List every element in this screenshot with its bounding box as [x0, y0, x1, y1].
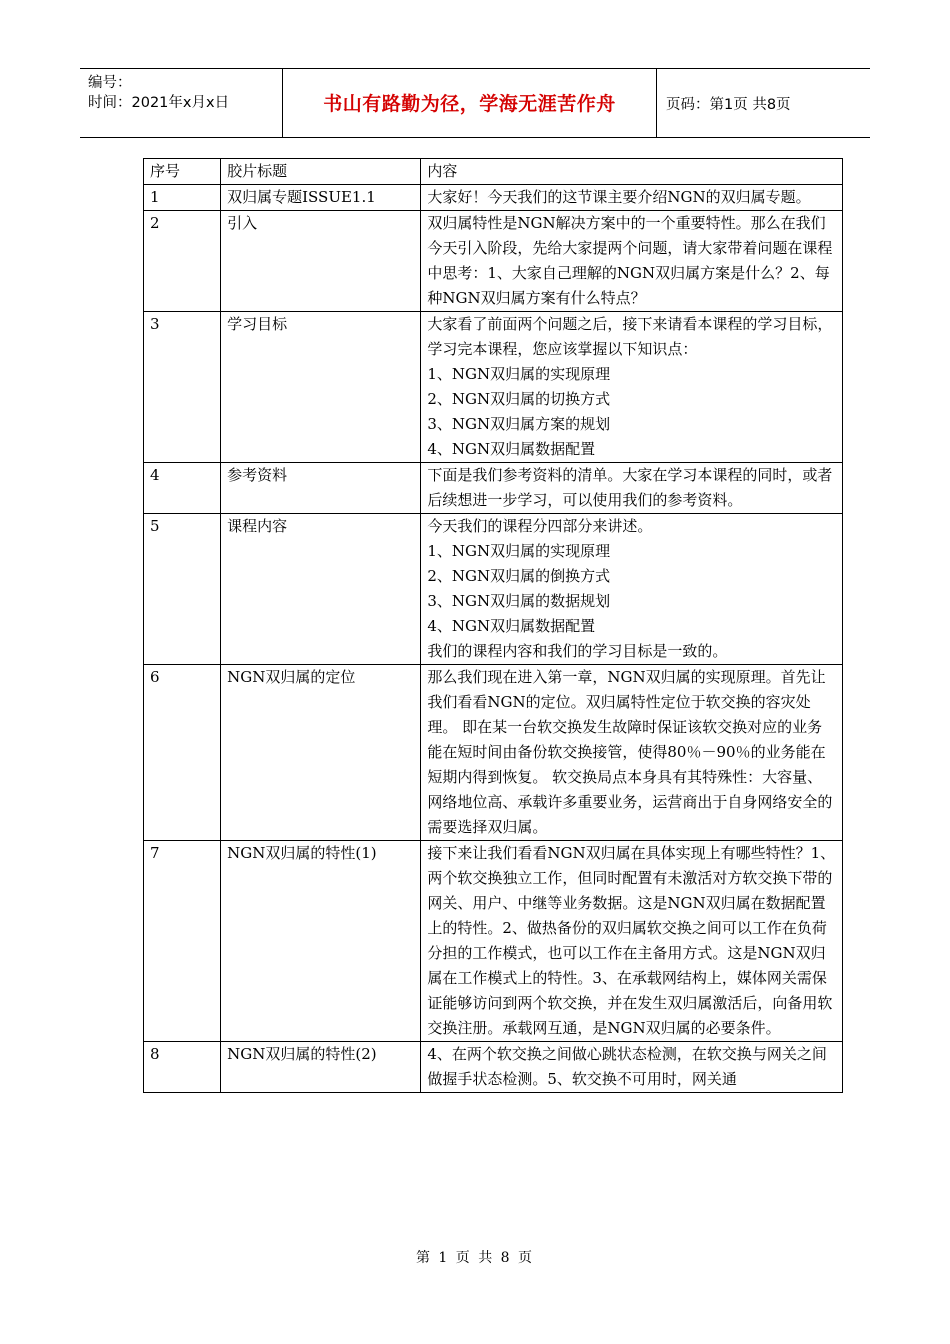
table-row: [144, 514, 843, 665]
header-meta: [88, 73, 278, 113]
header-motto: 书山有路勤为径，学海无涯苦作舟: [323, 93, 616, 115]
content-line: 3、NGN双归属的数据规划: [427, 592, 611, 610]
table-row: [144, 312, 843, 463]
header-divider: [656, 69, 657, 137]
content-line: 双归属特性是NGN解决方案中的一个重要特性。那么在我们今天引入阶段，先给大家提两个问题，请大家带着问题在课程中思考：1、大家自己理解的NGN双归属方案是什么？2、每种NGN双归属方案有什么特点？: [427, 214, 833, 307]
table-row: [144, 463, 843, 514]
document-header: [80, 68, 870, 138]
content-line: 4、NGN双归属数据配置: [427, 617, 596, 635]
content-line: 大家看了前面两个问题之后，接下来请看本课程的学习目标，学习完本课程，您应该掌握以下知识点：: [427, 315, 833, 358]
row-slide-title: 参考资料: [221, 463, 421, 514]
column-header-number: 序号: [144, 159, 221, 185]
content-line: 4、在两个软交换之间做心跳状态检测，在软交换与网关之间做握手状态检测。5、软交换不可用时，网关通: [427, 1045, 827, 1088]
content-line: 2、NGN双归属的切换方式: [427, 390, 611, 408]
row-number: 4: [144, 463, 221, 514]
row-content: [421, 185, 843, 211]
row-slide-title: NGN双归属的特性(1): [221, 841, 421, 1042]
row-number: 1: [144, 185, 221, 211]
row-number: 7: [144, 841, 221, 1042]
table-row: [144, 211, 843, 312]
content-line: 1、NGN双归属的实现原理: [427, 542, 611, 560]
content-line: 3、NGN双归属方案的规划: [427, 415, 611, 433]
row-slide-title: 课程内容: [221, 514, 421, 665]
document-number-label: 编号：: [88, 75, 132, 91]
content-line: 下面是我们参考资料的清单。大家在学习本课程的同时，或者后续想进一步学习，可以使用我们的参考资料。: [427, 466, 833, 509]
row-number: 2: [144, 211, 221, 312]
row-content: [421, 514, 843, 665]
table-header-row: [144, 159, 843, 185]
row-content: [421, 665, 843, 841]
content-line: 今天我们的课程分四部分来讲述。: [427, 517, 653, 535]
column-header-content: 内容: [421, 159, 843, 185]
table-row: [144, 185, 843, 211]
content-line: 我们的课程内容和我们的学习目标是一致的。: [427, 642, 728, 660]
table-row: [144, 1042, 843, 1093]
table-row: [144, 841, 843, 1042]
row-slide-title: 双归属专题ISSUE1.1: [221, 185, 421, 211]
header-page-info: 页码：第1页 共8页: [666, 97, 791, 113]
row-content: [421, 1042, 843, 1093]
slide-script-table: [143, 158, 843, 1093]
row-slide-title: NGN双归属的特性(2): [221, 1042, 421, 1093]
page-footer: 第 1 页 共 8 页: [415, 1250, 535, 1266]
content-line: 接下来让我们看看NGN双归属在具体实现上有哪些特性？1、两个软交换独立工作，但同时配置有未激活对方软交换下带的网关、用户、中继等业务数据。这是NGN双归属在数据配置上的特性。2、做热备份的双归属软交换之间可以工作在负荷分担的工作模式，也可以工作在主备用方式。这是NGN双归属在工作模式上的特性。3、在承载网结构上，媒体网关需保证能够访问到两个软交换，并在发生双归属激活后，向备用软交换注册。承载网互通，是NGN双归属的必要条件。: [427, 844, 836, 1037]
row-number: 5: [144, 514, 221, 665]
content-line: 4、NGN双归属数据配置: [427, 440, 596, 458]
row-number: 6: [144, 665, 221, 841]
content-line: 2、NGN双归属的倒换方式: [427, 567, 611, 585]
table-row: [144, 665, 843, 841]
row-slide-title: 引入: [221, 211, 421, 312]
content-line: 那么我们现在进入第一章，NGN双归属的实现原理。首先让我们看看NGN的定位。双归属特性定位于软交换的容灾处理。 即在某一台软交换发生故障时保证该软交换对应的业务能在短时间由备份软交换接管，使得80％－90％的业务能在短期内得到恢复。 软交换局点本身具有其特殊性：大容量、网络地位高、承载许多重要业务，运营商出于自身网络安全的需要选择双归属。: [427, 668, 833, 836]
document-date: 时间：2021年x月x日: [88, 95, 230, 111]
content-line: 1、NGN双归属的实现原理: [427, 365, 611, 383]
content-line: 大家好！今天我们的这节课主要介绍NGN的双归属专题。: [427, 188, 811, 206]
row-number: 3: [144, 312, 221, 463]
column-header-slide-title: 胶片标题: [221, 159, 421, 185]
row-content: [421, 211, 843, 312]
row-slide-title: 学习目标: [221, 312, 421, 463]
row-number: 8: [144, 1042, 221, 1093]
row-slide-title: NGN双归属的定位: [221, 665, 421, 841]
row-content: [421, 841, 843, 1042]
row-content: [421, 312, 843, 463]
row-content: [421, 463, 843, 514]
